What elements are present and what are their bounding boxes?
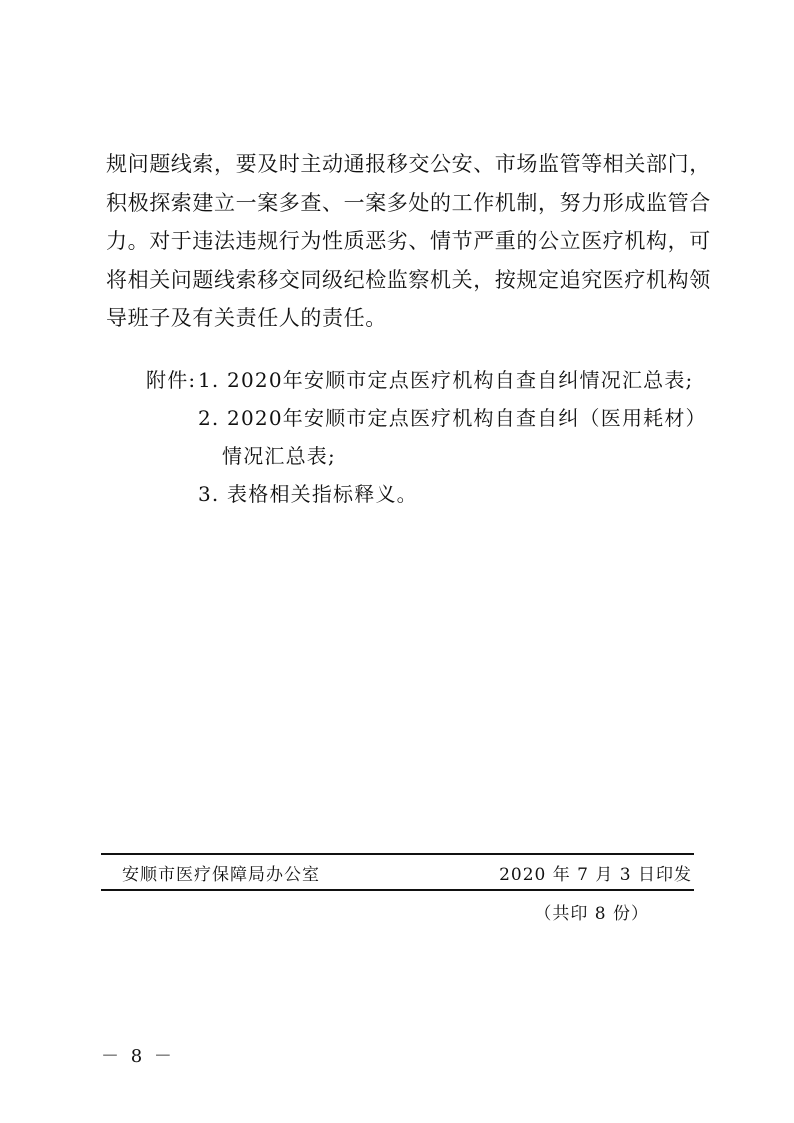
body-line-4: 将相关问题线索移交同级纪检监察机关，按规定追究医疗机构领 [106, 268, 711, 292]
body-line-1: 规问题线索，要及时主动通报移交公安、市场监管等相关部门， [106, 152, 711, 176]
attachment-item-2: 2. 2020年安顺市定点医疗机构自查自纠（医用耗材） [198, 406, 707, 430]
attachment-item-2-continued: 情况汇总表; [222, 444, 336, 468]
body-line-2: 积极探索建立一案多查、一案多处的工作机制，努力形成监管合 [106, 191, 711, 215]
body-line-5: 导班子及有关责任人的责任。 [106, 306, 387, 330]
page-number: － 8 － [101, 1046, 175, 1067]
footer-copies: （共印 8 份） [534, 904, 649, 924]
footer-issuer: 安顺市医疗保障局办公室 [122, 865, 320, 885]
attachment-item-3: 3. 表格相关指标释义。 [198, 482, 418, 506]
footer-date: 2020 年 7 月 3 日印发 [499, 865, 692, 885]
footer-bottom-rule [101, 889, 694, 891]
attachments-prefix: 附件: [146, 368, 197, 392]
body-line-3: 力。对于违法违规行为性质恶劣、情节严重的公立医疗机构，可 [106, 229, 711, 253]
footer-top-rule [101, 853, 694, 855]
attachment-item-1: 1. 2020年安顺市定点医疗机构自查自纠情况汇总表; [198, 368, 694, 392]
